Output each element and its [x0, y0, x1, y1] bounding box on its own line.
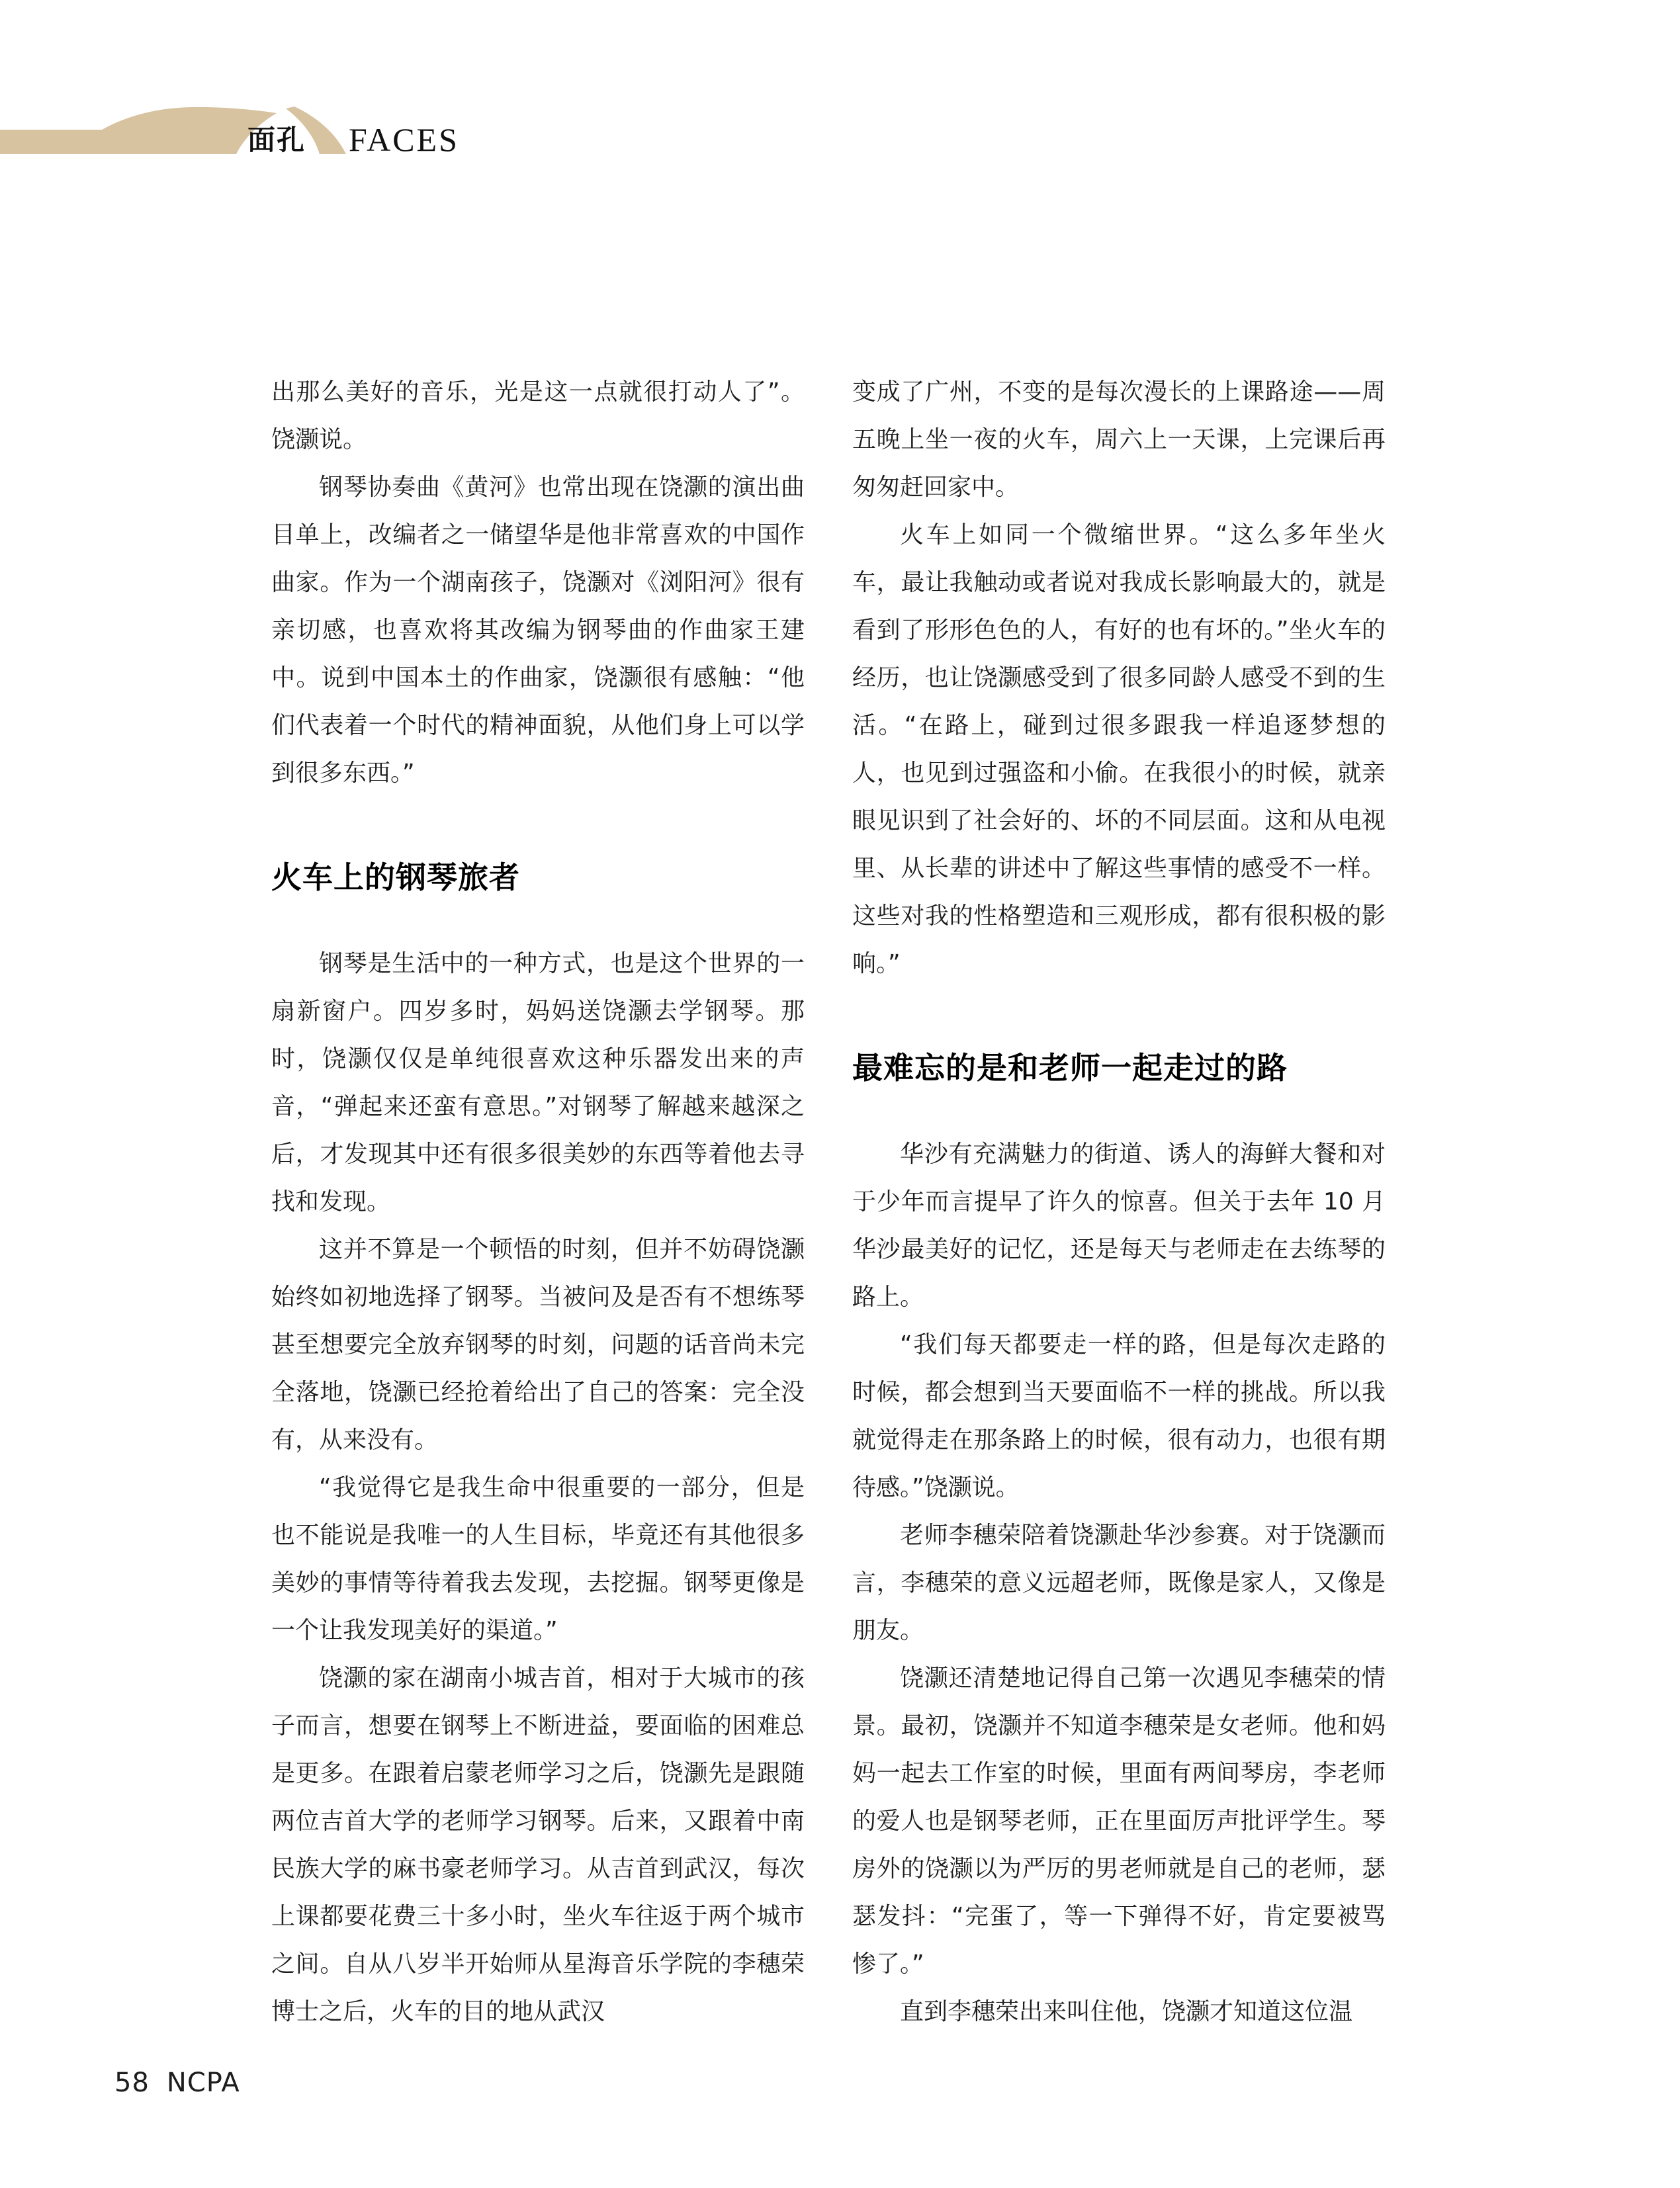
article-paragraph: 饶灏的家在湖南小城吉首，相对于大城市的孩子而言，想要在钢琴上不断进益，要面临的困难总是更多。在跟着启蒙老师学习之后，饶灏先是跟随两位吉首大学的老师学习钢琴。后来，又跟着中南民族大学的麻书豪老师学习。从吉首到武汉，每次上课都要花费三十多小时，坐火车往返于两个城市之间。自从八岁半开始师从星海音乐学院的李穗荣博士之后，火车的目的地从武汉 — [271, 1665, 805, 2025]
article-paragraph: 钢琴协奏曲《黄河》也常出现在饶灏的演出曲目单上，改编者之一储望华是他非常喜欢的中国作曲家。作为一个湖南孩子，饶灏对《浏阳河》很有亲切感，也喜欢将其改编为钢琴曲的作曲家王建中。说到中国本土的作曲家，饶灏很有感触：“他们代表着一个时代的精神面貌，从他们身上可以学到很多东西。” — [271, 474, 805, 787]
page-footer — [114, 2067, 240, 2099]
section-heading: 最难忘的是和老师一起走过的路 — [852, 1050, 1288, 1086]
article-paragraph: 钢琴是生活中的一种方式，也是这个世界的一扇新窗户。四岁多时，妈妈送饶灏去学钢琴。那时，饶灏仅仅是单纯很喜欢这种乐器发出来的声音，“弹起来还蛮有意思。”对钢琴了解越来越深之后，才发现其中还有很多很美妙的东西等着他去寻找和发现。 — [271, 950, 805, 1215]
section-title-en: FACES — [349, 121, 459, 158]
article-paragraph: 出那么美好的音乐，光是这一点就很打动人了”。饶灏说。 — [271, 378, 805, 453]
page-number: 58 — [114, 2068, 150, 2098]
article-paragraph: 老师李穗荣陪着饶灏赴华沙参赛。对于饶灏而言，李穗荣的意义远超老师，既像是家人，又像是朋友。 — [852, 1522, 1386, 1644]
article-paragraph: “我们每天都要走一样的路，但是每次走路的时候，都会想到当天要面临不一样的挑战。所以我就觉得走在那条路上的时候，很有动力，也很有期待感。”饶灏说。 — [852, 1331, 1386, 1501]
article-paragraph: 饶灏还清楚地记得自己第一次遇见李穗荣的情景。最初，饶灏并不知道李穗荣是女老师。他和妈妈一起去工作室的时候，里面有两间琴房，李老师的爱人也是钢琴老师，正在里面厉声批评学生。琴房外的饶灏以为严厉的男老师就是自己的老师，瑟瑟发抖：“完蛋了，等一下弹得不好，肯定要被骂惨了。” — [852, 1665, 1386, 1978]
article-paragraph: 华沙有充满魅力的街道、诱人的海鲜大餐和对于少年而言提早了许久的惊喜。但关于去年 10 月华沙最美好的记忆，还是每天与老师走在去练琴的路上。 — [852, 1141, 1386, 1311]
magazine-brand: NCPA — [166, 2068, 240, 2098]
section-title-cn: 面孔 — [247, 124, 306, 156]
article-paragraph: “我觉得它是我生命中很重要的一部分，但是也不能说是我唯一的人生目标，毕竟还有其他很多美妙的事情等待着我去发现，去挖掘。钢琴更像是一个让我发现美好的渠道。” — [271, 1474, 805, 1644]
article-paragraph: 直到李穗荣出来叫住他，饶灏才知道这位温 — [900, 1998, 1353, 2025]
section-logo — [0, 99, 596, 179]
logo-wing-shape — [69, 107, 277, 154]
article-column-right — [852, 369, 1386, 2036]
article-column-left — [271, 369, 805, 2036]
article-paragraph: 这并不算是一个顿悟的时刻，但并不妨碍饶灏始终如初地选择了钢琴。当被问及是否有不想练琴甚至想要完全放弃钢琴的时刻，问题的话音尚未完全落地，饶灏已经抢着给出了自己的答案：完全没有，从来没有。 — [271, 1236, 805, 1454]
article-paragraph: 火车上如同一个微缩世界。“这么多年坐火车，最让我触动或者说对我成长影响最大的，就是看到了形形色色的人，有好的也有坏的。”坐火车的经历，也让饶灏感受到了很多同龄人感受不到的生活。“在路上，碰到过很多跟我一样追逐梦想的人，也见到过强盗和小偷。在我很小的时候，就亲眼见识到了社会好的、坏的不同层面。这和从电视里、从长辈的讲述中了解这些事情的感受不一样。这些对我的性格塑造和三观形成，都有很积极的影响。” — [852, 521, 1386, 977]
section-heading: 火车上的钢琴旅者 — [271, 859, 520, 895]
article-paragraph: 变成了广州，不变的是每次漫长的上课路途——周五晚上坐一夜的火车，周六上一天课，上完课后再匆匆赶回家中。 — [852, 378, 1386, 501]
